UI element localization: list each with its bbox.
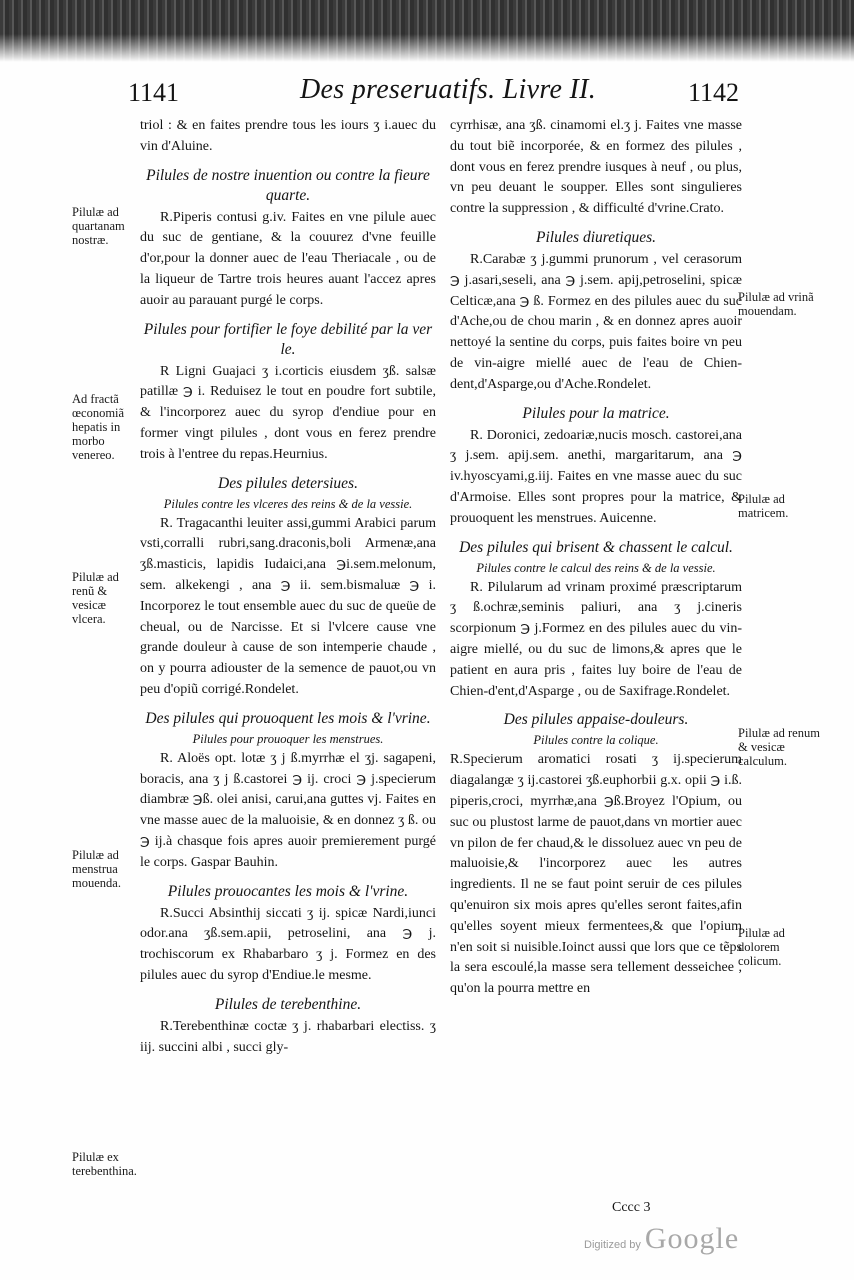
digitization-watermark: [584, 1222, 739, 1262]
margin-note: Pilulæ ex terebenthina.: [72, 1150, 137, 1178]
recipe-paragraph: R.Carabæ ʒ j.gummi prunorum , vel cerasorum ℈ j.asari,seseli, ana ℈ j.sem. apij,petroselini, spicæ Celticæ,ana ℈ ß. Formez en des pilules auec du suc d'Ache,ou de chou marin , & en donnez apres auoir nettoyé la sentine du corps, puis faites boire vn peu de vin-aigre miellé auec de l'eau de Chien-dent,d'Asparge,ou d'Ache.Rondelet.: [450, 251, 742, 392]
recipe-paragraph: R. Pilularum ad vrinam proximé præscriptarum ʒ ß.ochræ,seminis paliuri, ana ʒ j.cineris scorpionum ℈ j.Formez en des pilules auec du vin-aigre miellé, ou du suc de limons,& apres que le patient en aura pris , faites luy boire de l'eau de Chien-d'ent,d'Asparge , ou de Saxifrage.Rondelet.: [450, 579, 742, 699]
margin-note: Pilulæ ad dolorem colicum.: [738, 926, 785, 968]
page-number-right: 1142: [688, 78, 740, 107]
section-subheading: Pilules contre le calcul des reins & de la vessie.: [476, 560, 716, 575]
recipe-paragraph: R. Doronici, zedoariæ,nucis mosch. castorei,ana ʒ j.sem. apij.sem. anethi, margaritarum, ana ℈ iv.hyoscyami,g.iij. Faites en vne masse auec du suc d'Armoise. Elles sont propres pour la matrice, & prouoquent les menstrues. Auicenne.: [450, 427, 742, 526]
recipe-paragraph: R.Piperis contusi g.iv. Faites en vne pilule auec du suc de gentiane, & la couurez d'vne feuille d'or,pour la donner auec de l'eau Theriacale , ou de la liqueur de Tartre trois heures auant l'accez apres auoir au parauant purgé le corps.: [140, 209, 436, 308]
running-head: [0, 74, 854, 110]
recipe-paragraph: cyrrhisæ, ana ʒß. cinamomi el.ʒ j. Faites vne masse du tout biẽ incorporée, & en formez des pilules , dont vous en ferez prendre iusques à neuf , ou plus, vn peu deuant le soupper. Elles sont singulieres contre la suppression , & difficulté d'vrine.Crato.: [450, 118, 742, 217]
recipe-paragraph: R.Specierum aromatici rosati ʒ ij.specierum diagalangæ ʒ ij.castorei ʒß.euphorbii g.x. opii ℈ i.ß. piperis,croci, myrrhæ,ana ℈ß.Broyez l'Opium, ou suc ou plustost larme de pauot,dans vn mortier auec vn pilon de fer chaud,& le dissoluez auec vn peu de maluoisie,& l'incorporez auec les autres ingredients. Il ne se faut point seruir de ces pilules qu'enuiron six mois apres qu'elles seront faites,afin qu'elles soyent mieux fermentees,& que l'opium n'en soit si nuisible.Ioinct aussi que lors que ce tẽps la sera escoulé,la masse sera tellement desseichee , qu'on la pourra mettre en: [450, 752, 742, 997]
page-number-left: 1141: [128, 78, 180, 107]
section-heading: Pilules de nostre inuention ou contre la fieure quarte.: [146, 166, 430, 204]
section-heading: Pilules pour la matrice.: [522, 404, 670, 422]
section-heading: Pilules prouocantes les mois & l'vrine.: [167, 882, 409, 900]
section-heading: Des pilules qui prouoquent les mois & l'vrine.: [145, 709, 431, 727]
section-subheading: Pilules contre la colique.: [533, 733, 659, 748]
section-heading: Pilules pour fortifier le foye debilité par la ver le.: [143, 320, 433, 358]
recipe-paragraph: R. Aloës opt. lotæ ʒ j ß.myrrhæ el ʒj. sagapeni, boracis, ana ʒ j ß.castorei ℈ ij. croci ℈ j.specierum diambræ ℈ß. olei anisi, carui,ana guttes vj. Faites en vne masse auec de la maluoisie, & en donnez ʒ ß. ou ℈ ij.à chasque fois apres auoir premierement purgé le corps. Gaspar Bauhin.: [140, 750, 436, 870]
margin-note: Pilulæ ad quartanam nostræ.: [72, 205, 125, 247]
running-title: Des preseruatifs. Livre II.: [300, 74, 597, 105]
section-subheading: Pilules pour prouoquer les menstrues.: [192, 731, 384, 746]
margin-note: Pilulæ ad renum & vesicæ calculum.: [738, 726, 820, 768]
section-subheading: Pilules contre les vlceres des reins & de la vessie.: [163, 496, 413, 511]
section-heading: Des pilules appaise-douleurs.: [503, 711, 689, 729]
recipe-paragraph: triol : & en faites prendre tous les iours ʒ i.auec du vin d'Aluine.: [140, 118, 436, 154]
section-heading: Des pilules detersiues.: [218, 474, 358, 492]
right-column: [450, 116, 742, 1000]
margin-note: Pilulæ ad matricem.: [738, 492, 789, 520]
signature-mark: Cccc 3: [612, 1200, 651, 1215]
section-heading: Pilules de terebenthine.: [214, 995, 362, 1013]
margin-note: Pilulæ ad vrinã mouendam.: [738, 290, 814, 318]
margin-note: Pilulæ ad menstrua mouenda.: [72, 848, 121, 890]
torn-page-edge: [0, 0, 854, 62]
margin-note: Ad fractã œconomiã hepatis in morbo venereo.: [72, 392, 125, 462]
watermark-caption: Digitized by: [584, 1239, 641, 1251]
margin-note: Pilulæ ad renũ & vesicæ vlcera.: [72, 570, 119, 626]
left-column: [140, 116, 436, 1058]
recipe-paragraph: R. Tragacanthi leuiter assi,gummi Arabici parum vsti,corralli rubri,sang.draconis,boli Armenæ,ana ʒß.masticis, lapidis Iudaici,ana ℈i.sem.melonum, sem. alkekengi , ana ℈ ii. sem.bismaluæ ℈ i. Incorporez le tout ensemble auec du suc de queüe de cheual, ou de Narcisse. Et si l'vlcere cause vne grande douleur à cause de son intemperie chaude , on y pourra adiouster de la semence de pauot,ou vn peu d'opiũ corrigé.Rondelet.: [140, 515, 436, 697]
recipe-paragraph: R.Terebenthinæ coctæ ʒ j. rhabarbari electiss. ʒ iij. succini albi , succi gly-: [140, 1018, 436, 1055]
google-logo: Google: [644, 1222, 740, 1255]
recipe-paragraph: R.Succi Absinthij siccati ʒ ij. spicæ Nardi,iunci odor.ana ʒß.sem.apii, petroselini, ana ℈ j. trochiscorum ex Rhabarbaro ʒ j. Formez en des pilules auec du syrop d'Endiue.le mesme.: [140, 905, 436, 983]
section-heading: Des pilules qui brisent & chassent le calcul.: [459, 538, 733, 556]
recipe-paragraph: R Ligni Guajaci ʒ i.corticis eiusdem ʒß. salsæ patillæ ℈ i. Reduisez le tout en poudre fort subtile, & l'incorporez auec du syrop d'endiue pour en former vingt pilules , dont vous en ferez prendre trois à l'entree du repas.Heurnius.: [140, 363, 436, 462]
section-heading: Pilules diuretiques.: [536, 228, 656, 246]
